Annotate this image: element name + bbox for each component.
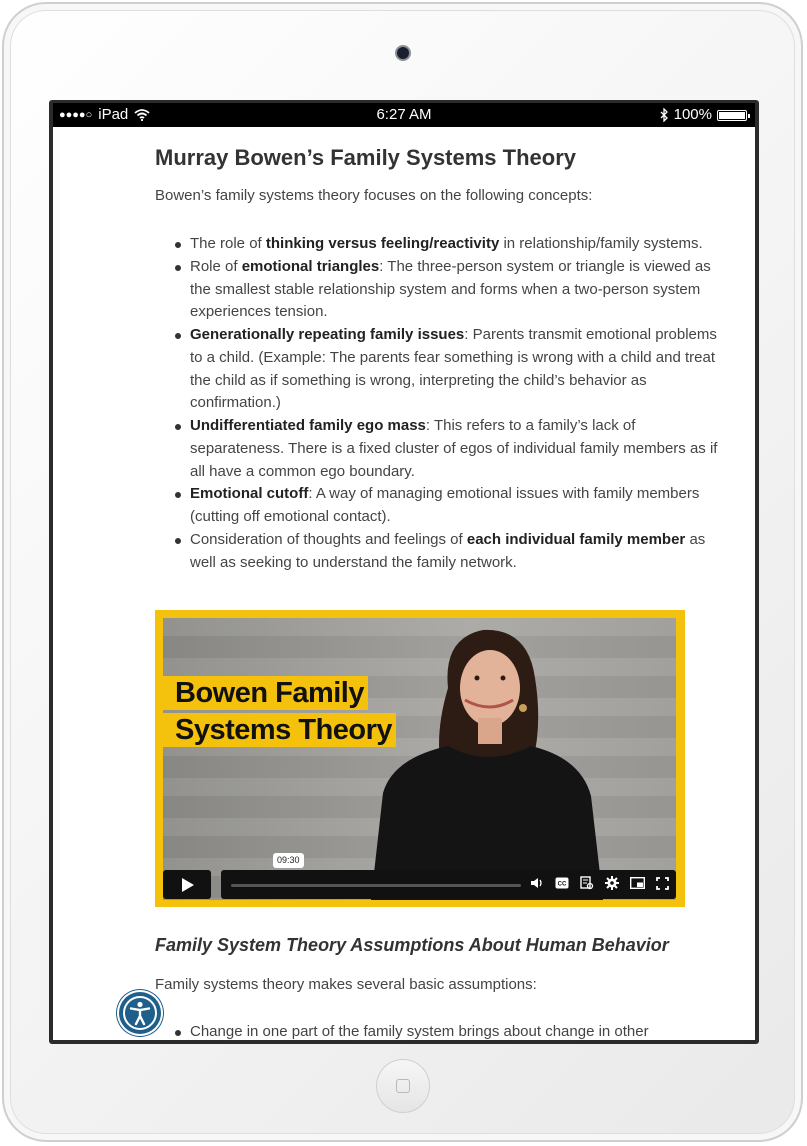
concept-item [190,415,730,483]
svg-text:CC: CC [557,881,567,888]
concept-text: : This refers to a family’s lack of separateness. There is a fixed cluster of egos of individual family members as if all have a common ego boundary. [190,417,718,480]
video-frame[interactable] [163,618,676,900]
picture-in-picture-icon[interactable] [629,877,645,893]
signal-dots-icon: ●●●●○ [59,109,93,121]
concept-term: thinking versus feeling/reactivity [265,235,500,252]
presenter-image [353,618,613,900]
battery-percent: 100% [673,106,712,123]
concepts-list [155,233,730,574]
concept-text: Role of [190,257,242,275]
article-intro: Bowen’s family systems theory focuses on the following concepts: [155,187,593,204]
status-time: 6:27 AM [376,106,432,123]
concept-text: in relationship/family systems. [499,235,703,252]
section-heading: Family System Theory Assumptions About Human Behavior [155,935,669,955]
status-right [660,103,747,127]
settings-gear-icon[interactable] [604,876,620,894]
concept-text: : A way of managing emotional issues with family members (cutting off emotional contact). [190,485,700,525]
concept-text: as well as seeking to understand the family network. [190,530,706,571]
progress-bar[interactable] [231,884,521,887]
carrier-label: iPad [98,106,129,123]
section-intro: Family systems theory makes several basic assumptions: [155,976,537,993]
volume-icon[interactable] [529,876,545,894]
concept-item [190,324,730,415]
video-controls [163,855,676,900]
home-square-icon [396,1079,410,1093]
concept-item [190,529,730,575]
accessibility-icon [119,992,161,1034]
transcript-icon[interactable] [579,876,595,894]
concept-text: : Parents transmit emotional problems to a child. (Example: The parents fear something is wrong with a child and treat the child as if something is wrong, interpreting the child’s behavior as confirmation.) [190,326,717,412]
concept-term: Generationally repeating family issues [190,326,465,343]
concept-text: : The three-person system or triangle is viewed as the smallest stable relationship system and forms when a two-person system experiences tension. [190,257,711,321]
fullscreen-icon[interactable] [654,877,670,894]
article-title: Murray Bowen’s Family Systems Theory [155,145,576,170]
status-bar [53,103,755,127]
assumption-item: Change in one part of the family system brings about change in other [190,1021,730,1040]
play-button[interactable] [163,870,211,899]
accessibility-button[interactable] [119,992,161,1034]
concept-term: each individual family member [466,530,686,548]
bluetooth-icon [660,108,669,122]
control-bar [221,855,676,899]
control-icons [529,876,670,894]
battery-icon [717,110,747,121]
video-title-overlay [163,676,396,750]
video-player[interactable] [155,610,685,907]
concept-term: Emotional cutoff [190,485,309,503]
captions-icon[interactable] [554,877,570,893]
duration-tooltip: 09:30 [273,853,304,868]
screen [53,103,755,1040]
concept-item [190,483,730,529]
concept-text: Consideration of thoughts and feelings of [190,530,467,548]
camera-icon [397,47,409,59]
concept-term: Undifferentiated family ego mass [190,417,426,434]
home-button[interactable] [376,1059,430,1113]
concept-term: emotional triangles [241,257,380,275]
video-title-line-2: Systems Theory [163,713,396,747]
concept-text: The role of [190,235,266,252]
assumptions-list [155,1021,730,1040]
concept-item [190,256,730,324]
video-title-line-1: Bowen Family [163,676,368,710]
concept-item [190,233,730,256]
